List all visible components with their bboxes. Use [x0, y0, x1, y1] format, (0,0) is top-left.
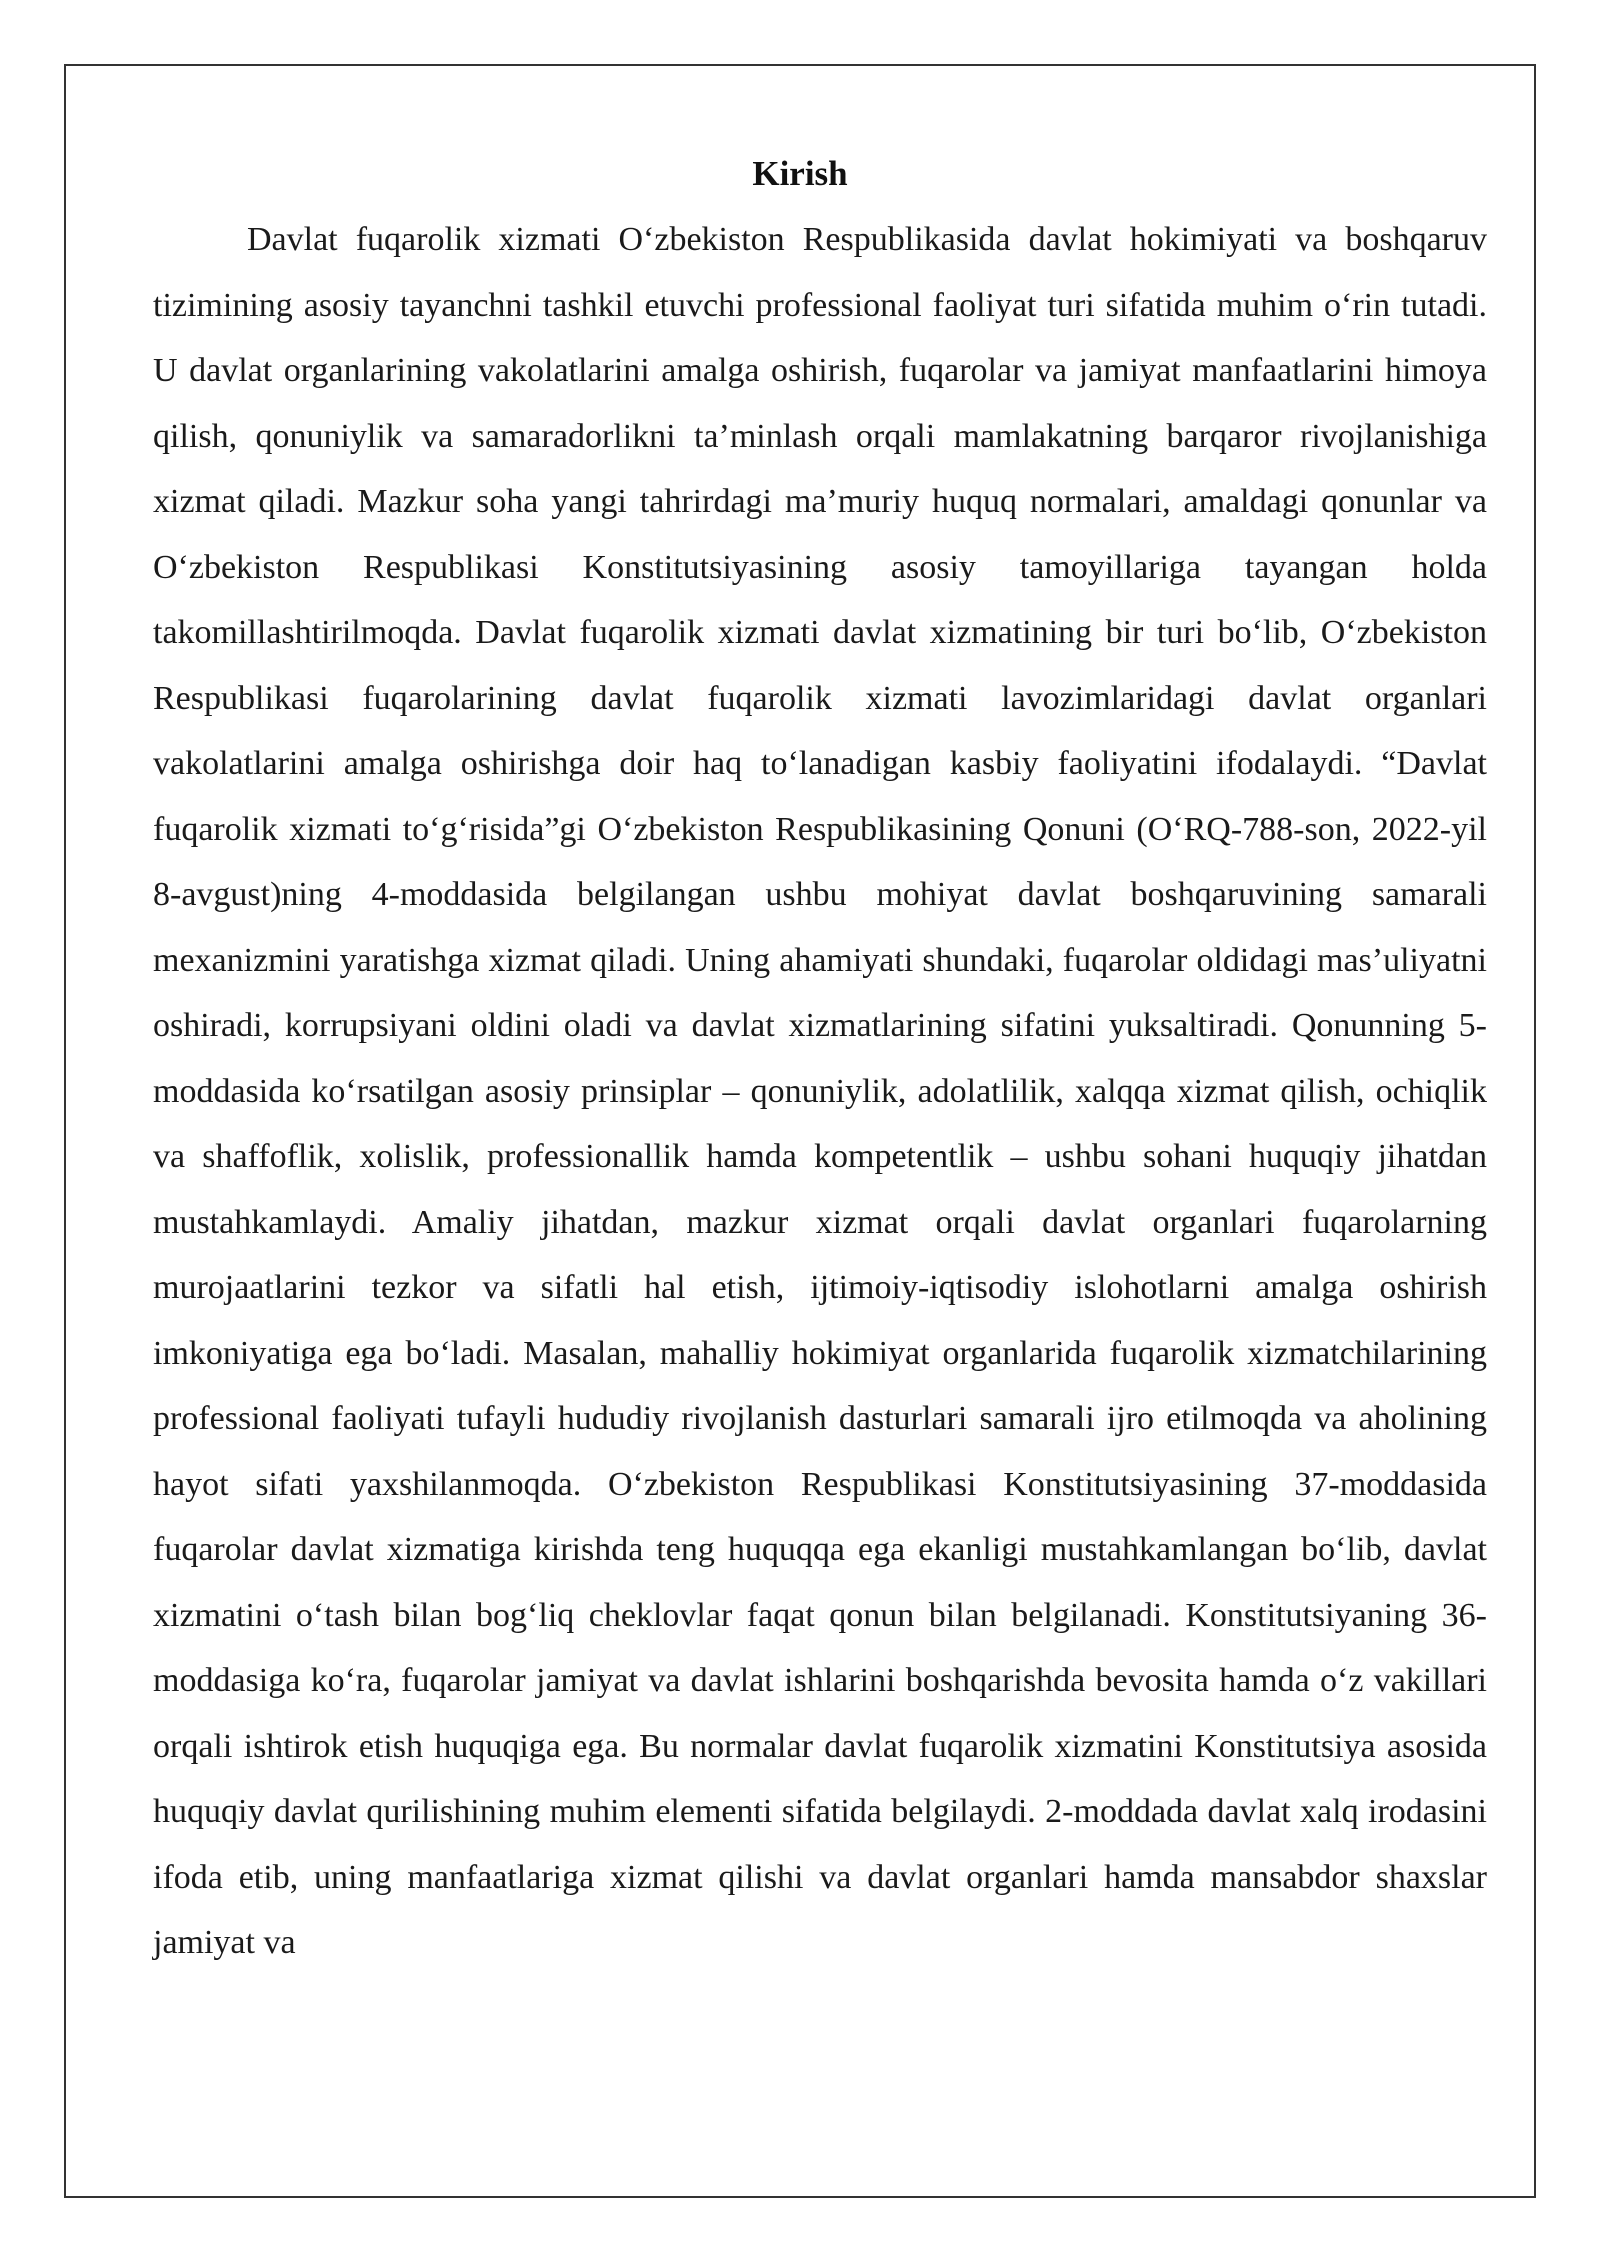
document-title: Kirish	[752, 154, 848, 193]
body-paragraph: Davlat fuqarolik xizmati O‘zbekiston Respublikasida davlat hokimiyati va boshqaruv tizimining asosiy tayanchni tashkil etuvchi professional faoliyat turi sifatida muhim o‘rin tutadi. U davlat organlarining vakolatlarini amalga oshirish, fuqarolar va jamiyat manfaatlarini himoya qilish, qonuniylik va samaradorlikni ta’minlash orqali mamlakatning barqaror rivojlanishiga xizmat qiladi. Mazkur soha yangi tahrirdagi ma’muriy huquq normalari, amaldagi qonunlar va O‘zbekiston Respublikasi Konstitutsiyasining asosiy tamoyillariga tayangan holda takomillashtirilmoqda. Davlat fuqarolik xizmati davlat xizmatining bir turi bo‘lib, O‘zbekiston Respublikasi fuqarolarining davlat fuqarolik xizmati lavozimlaridagi davlat organlari vakolatlarini amalga oshirishga doir haq to‘lanadigan kasbiy faoliyatini ifodalaydi. “Davlat fuqarolik xizmati to‘g‘risida”gi O‘zbekiston Respublikasining Qonuni (O‘RQ-788-son, 2022-yil 8-avgust)ning 4-moddasida belgilangan ushbu mohiyat davlat boshqaruvining samarali mexanizmini yaratishga xizmat qiladi. Uning ahamiyati shundaki, fuqarolar oldidagi mas’uliyatni oshiradi, korrupsiyani oldini oladi va davlat xizmatlarining sifatini yuksaltiradi. Qonunning 5-moddasida ko‘rsatilgan asosiy prinsiplar – qonuniylik, adolatlilik, xalqqa xizmat qilish, ochiqlik va shaffoflik, xolislik, professionallik hamda kompetentlik – ushbu sohani huquqiy jihatdan mustahkamlaydi. Amaliy jihatdan, mazkur xizmat orqali davlat organlari fuqarolarning murojaatlarini tezkor va sifatli hal etish, ijtimoiy-iqtisodiy islohotlarni amalga oshirish imkoniyatiga ega bo‘ladi. Masalan, mahalliy hokimiyat organlarida fuqarolik xizmatchilarining professional faoliyati tufayli hududiy rivojlanish dasturlari samarali ijro etilmoqda va aholining hayot sifati yaxshilanmoqda. O‘zbekiston Respublikasi Konstitutsiyasining 37-moddasida fuqarolar davlat xizmatiga kirishda teng huquqqa ega ekanligi mustahkamlangan bo‘lib, davlat xizmatini o‘tash bilan bog‘liq cheklovlar faqat qonun bilan belgilanadi. Konstitutsiyaning 36-moddasiga ko‘ra, fuqarolar jamiyat va davlat ishlarini boshqarishda bevosita hamda o‘z vakillari orqali ishtirok etish huquqiga ega. Bu normalar davlat fuqarolik xizmatini Konstitutsiya asosida huquqiy davlat qurilishining muhim elementi sifatida belgilaydi. 2-moddada davlat xalq irodasini ifoda etib, uning manfaatlariga xizmat qilishi va davlat organlari hamda mansabdor shaxslar jamiyat va	[153, 221, 1487, 1961]
